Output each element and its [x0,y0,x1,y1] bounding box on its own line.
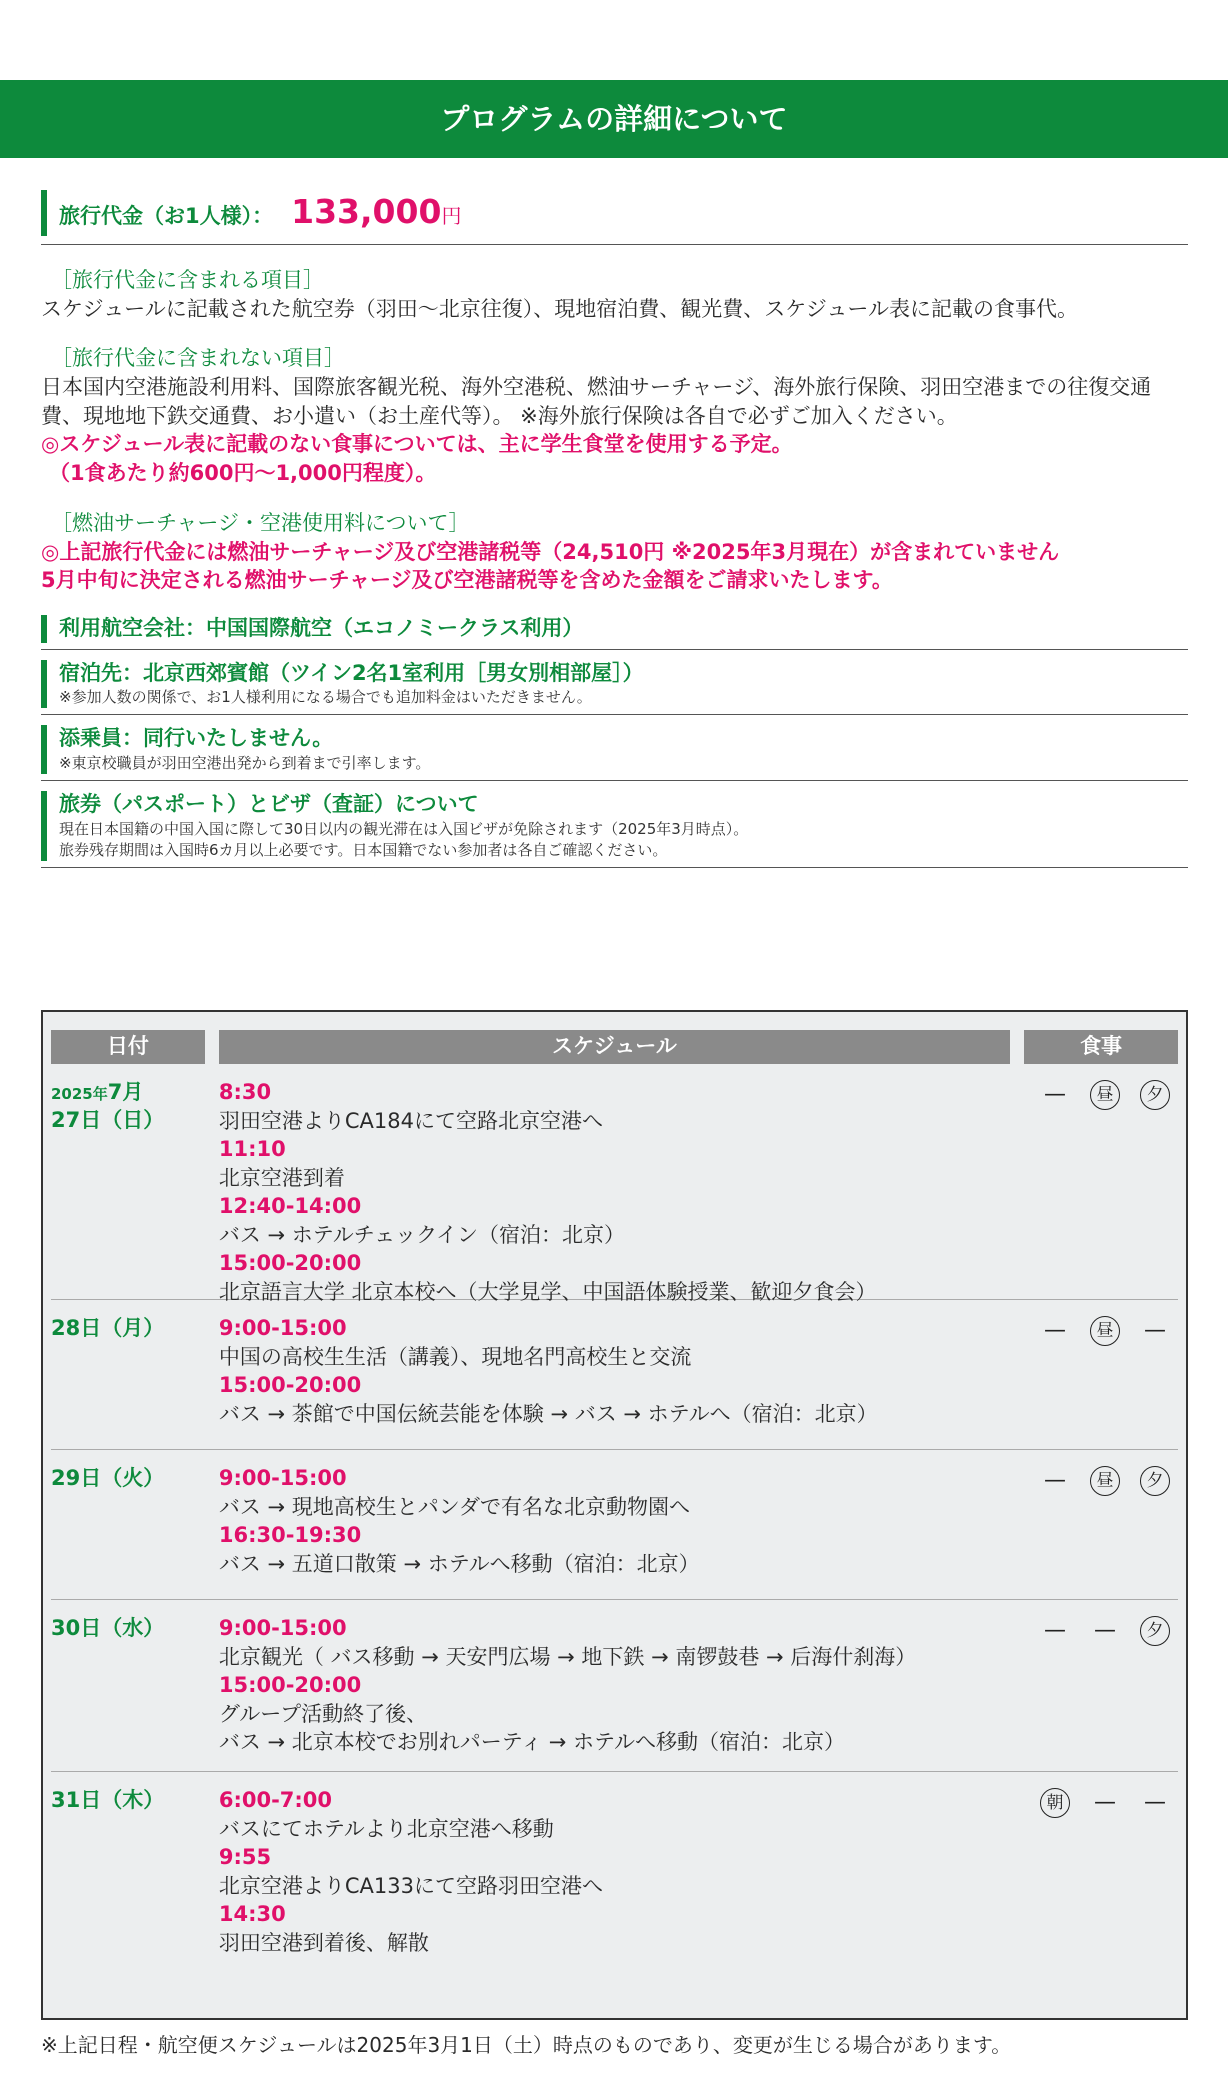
schedule-row [51,1064,1178,1304]
schedule-row [51,1300,1178,1450]
included-text: スケジュールに記載された航空券（羽田〜北京往復）、現地宿泊費、観光費、スケジュール表に記載の食事代。 [41,296,1078,321]
airline-title: 利用航空会社：中国国際航空（エコノミークラス利用） [59,615,584,640]
schedule-text: バス → 茶館で中国伝統芸能を体験 → バス → ホテルへ（宿泊：北京） [218,1401,878,1426]
passport-note-2: 旅券残存期間は入国時6カ月以上必要です。日本国籍でない参加者は各自ご確認ください。 [59,841,668,860]
page-title: プログラムの詳細について [0,80,1228,158]
day-label: 27日（日） [51,1108,165,1133]
meal-mark: 夕 [1140,1616,1170,1646]
meal-mark: 昼 [1090,1466,1120,1496]
schedule-text: 中国の高校生生活（講義）、現地名門高校生と交流 [218,1344,692,1369]
schedule-row [51,1600,1178,1772]
day-meals [1010,1614,1178,1771]
day-year: 2025年 [51,1085,108,1103]
not-included-heading: ［旅行代金に含まれない項目］ [51,346,345,371]
schedule-table [41,1010,1188,2020]
schedule-time: 9:00-15:00 [218,1466,347,1490]
meal-mark: 昼 [1090,1316,1120,1346]
fuel-heading: ［燃油サーチャージ・空港使用料について］ [51,510,470,535]
fuel-section [41,510,1188,595]
schedule-row [51,1450,1178,1600]
day-label: 28日（月） [51,1316,165,1340]
no-meal-mark: — [1044,1318,1066,1344]
schedule-time: 9:00-15:00 [218,1316,347,1340]
no-meal-mark: — [1094,1618,1116,1644]
day-schedule [219,1786,1010,1962]
schedule-text: 北京語言大学 北京本校へ（大学見学、中国語体験授業、歓迎夕食会） [218,1279,877,1304]
header-date: 日付 [51,1030,205,1064]
day-schedule [219,1614,1010,1771]
schedule-row [51,1772,1178,1962]
price-row [41,190,1188,236]
schedule-text: 羽田空港到着後、解散 [218,1930,429,1955]
escort-title: 添乗員：同行いたしません。 [59,726,334,751]
schedule-time: 16:30-19:30 [218,1523,362,1548]
price-value: 133,000 [291,192,442,231]
included-section [41,267,1188,323]
day-label: 31日（木） [51,1788,165,1812]
schedule-text: 羽田空港よりCA184にて空路北京空港へ [218,1108,603,1133]
fuel-note-2: 5月中旬に決定される燃油サーチャージ及び空港諸税等を含めた金額をご請求いたします。 [41,568,893,593]
no-meal-mark: — [1144,1790,1166,1816]
no-meal-mark: — [1144,1318,1166,1344]
schedule-text: 北京観光（ バス移動 → 天安門広場 → 地下鉄 → 南锣鼓巷 → 后海什刹海） [218,1644,917,1669]
day-date [51,1786,219,1962]
price-label: 旅行代金（お1人様）： [59,204,274,228]
meal-mark: 朝 [1040,1788,1070,1818]
schedule-text: バス → ホテルチェックイン（宿泊：北京） [218,1222,626,1247]
not-included-text: 日本国内空港施設利用料、国際旅客観光税、海外空港税、燃油サーチャージ、海外旅行保険、羽田空港までの往復交通費、現地地下鉄交通費、お小遣い（お土産代等）。 ※海外旅行保険は各自で必ずご加入ください。 [41,375,1152,428]
footnote: ※上記日程・航空便スケジュールは2025年3月1日（土）時点のものであり、変更が生じる場合があります。 [41,2033,1012,2057]
airline-section [41,605,1188,650]
hotel-title: 宿泊先：北京西郊賓館（ツイン2名1室利用［男女別相部屋］） [59,660,644,685]
not-included-section [41,345,1188,487]
schedule-text: バスにてホテルより北京空港へ移動 [218,1816,554,1841]
day-date [51,1614,219,1771]
meal-cost-note: （1食あたり約600円〜1,000円程度）。 [49,461,437,486]
schedule-time: 6:00-7:00 [218,1788,333,1812]
day-meals [1010,1464,1178,1599]
header-schedule: スケジュール [219,1030,1010,1064]
no-meal-mark: — [1044,1082,1066,1108]
schedule-text: バス → 北京本校でお別れパーティ → ホテルへ移動（宿泊：北京） [218,1730,846,1755]
schedule-days [51,1064,1178,1962]
hotel-note: ※参加人数の関係で、お1人様利用になる場合でも追加料金はいただきません。 [59,688,592,707]
schedule-time: 9:55 [218,1845,272,1870]
no-meal-mark: — [1044,1618,1066,1644]
meal-mark: 夕 [1140,1080,1170,1110]
meal-note: ◎スケジュール表に記載のない食事については、主に学生食堂を使用する予定。 [41,432,793,457]
schedule-time: 8:30 [218,1080,272,1104]
day-schedule [219,1314,1010,1449]
schedule-time: 14:30 [218,1902,286,1927]
schedule-text: バス → 現地高校生とパンダで有名な北京動物園へ [218,1494,690,1519]
passport-title: 旅券（パスポート）とビザ（査証）について [59,792,479,817]
meal-mark: 昼 [1090,1080,1120,1110]
schedule-time: 9:00-15:00 [218,1616,347,1640]
escort-section [41,715,1188,781]
day-schedule [218,1078,1010,1304]
day-meals [1010,1786,1178,1962]
day-date [51,1314,219,1449]
price-unit: 円 [441,204,462,228]
day-label: 29日（火） [51,1466,165,1490]
day-date [51,1464,219,1599]
hotel-section [41,650,1188,716]
day-meals [1010,1314,1178,1449]
meal-mark: 夕 [1140,1466,1170,1496]
schedule-time: 15:00-20:00 [218,1373,362,1398]
schedule-time: 15:00-20:00 [218,1251,362,1276]
schedule-time: 11:10 [218,1137,286,1162]
passport-note-1: 現在日本国籍の中国入国に際して30日以内の観光滞在は入国ビザが免除されます（2025年3月時点）。 [59,820,749,839]
day-meals [1010,1078,1178,1299]
schedule-text: 北京空港到着 [218,1165,345,1190]
day-date [51,1078,219,1299]
day-label: 30日（水） [51,1616,165,1640]
schedule-header [51,1030,1178,1064]
escort-note: ※東京校職員が羽田空港出発から到着まで引率します。 [59,754,431,773]
passport-section [41,781,1188,868]
included-heading: ［旅行代金に含まれる項目］ [51,268,324,292]
price-section [41,190,1188,245]
schedule-text: バス → 五道口散策 → ホテルへ移動（宿泊：北京） [218,1551,700,1576]
schedule-time: 12:40-14:00 [218,1194,362,1219]
no-meal-mark: — [1094,1790,1116,1816]
schedule-text: 北京空港よりCA133にて空路羽田空港へ [218,1873,603,1898]
header-meals: 食事 [1024,1030,1178,1064]
program-details [41,190,1188,868]
schedule-time: 15:00-20:00 [218,1673,362,1698]
day-schedule [219,1464,1010,1599]
fuel-note-1: ◎上記旅行代金には燃油サーチャージ及び空港諸税等（24,510円 ※2025年3月現在）が含まれていません [41,539,1060,564]
no-meal-mark: — [1044,1468,1066,1494]
day-month: 7月 [107,1080,144,1104]
schedule-text: グループ活動終了後、 [218,1701,428,1726]
